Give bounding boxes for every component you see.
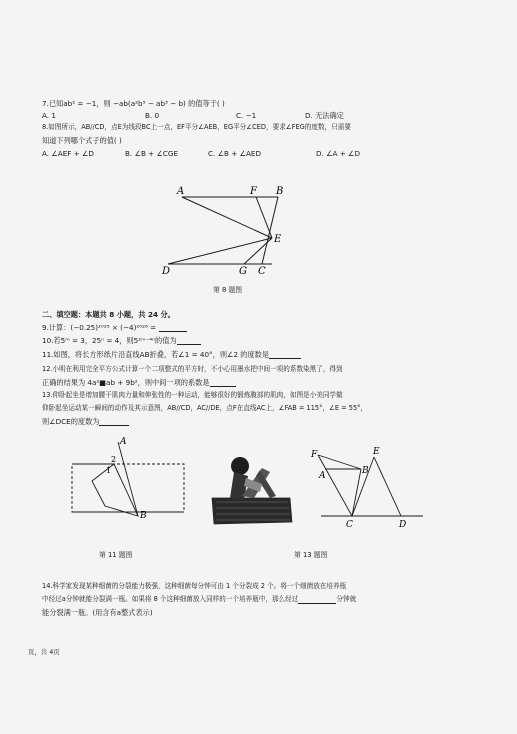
q13-answer-blank (99, 418, 129, 426)
q8-stem-line1: 8.如图所示，AB//CD，点E为线段BC上一点，EF平分∠AEB，EG平分∠CED，要求∠FEG的度数，只需要 (42, 123, 351, 131)
q9-text (42, 323, 187, 332)
fig13-label-f: F (311, 450, 318, 460)
q11-text-body: 11.如图，将长方形纸片沿直线AB折叠，若∠1 = 40°，则∠2 的度数是 (42, 350, 270, 359)
fig13-label-b: B (362, 466, 369, 476)
q14-line2-body: 中经过a分钟就能分裂满一瓶。如果将 8 个这种细菌放入同样的一个培养瓶中，那么经过 (42, 595, 299, 603)
fig11-caption: 第 11 题图 (99, 551, 133, 559)
q11-answer-blank (269, 351, 301, 359)
q9-answer-blank (159, 324, 187, 332)
fig13-label-a: A (319, 471, 326, 481)
q7-option-a: A. 1 (42, 111, 56, 120)
fig13-diagram (305, 440, 435, 530)
fig8-caption: 第 8 题图 (213, 286, 243, 294)
fig11-rectangle (72, 464, 184, 512)
q12-line1: 12.小明在利用完全平方公式计算一个二项整式的平方时，不小心用墨水把中间一项的系数染黑了，得到 (42, 365, 343, 373)
situp-head (231, 457, 249, 475)
fig11-label-1: 1 (106, 466, 112, 475)
fig13-label-d: D (399, 520, 407, 530)
q14-line1: 14.科学家发现某种细菌的分裂能力极强，这种细菌每分钟可由 1 个分裂成 2 个。将一个细菌放在培养瓶 (42, 582, 347, 590)
fig11-diagram (68, 436, 194, 531)
fig11-label-a: A (120, 437, 127, 447)
fig8-label-g: G (239, 266, 247, 277)
fig13-label-c: C (346, 520, 353, 530)
fig13-label-e: E (373, 447, 380, 457)
q13-line3 (42, 417, 129, 426)
fig13-line-bc (352, 469, 361, 516)
fig8-label-c: C (258, 266, 266, 277)
fig8-label-d: D (162, 266, 171, 277)
fig11-label-2: 2 (111, 455, 117, 464)
fig8-label-b: B (276, 186, 284, 197)
fig13-line-ed (374, 457, 401, 516)
q7-option-c: C. −1 (236, 111, 257, 120)
fig11-label-b: B (140, 511, 147, 521)
q13-line1: 13.仰卧起坐是增加腰干肌肉力量和伸张性的一种运动，能够很好的锻炼腹部的肌肉，如图是小美同学做 (42, 391, 343, 399)
fig8-label-e: E (274, 234, 282, 245)
q10-text (42, 336, 201, 345)
q7-option-d: D. 无法确定 (305, 111, 344, 120)
q10-text-body: 10.若5ᵐ = 3，25ⁿ = 4，则5²ᵐ⁻⁴ⁿ的值为 (42, 336, 177, 345)
page-footer: 页，共 4页 (28, 648, 60, 656)
q13-line3-body: 则∠DCE的度数为 (42, 417, 100, 426)
q7-option-b: B. 0 (145, 111, 160, 120)
q8-option-b: B. ∠B + ∠CGE (125, 149, 179, 158)
q14-line3: 能分裂满一瓶。(用含有a整式表示) (42, 608, 153, 617)
q10-answer-blank (177, 337, 201, 345)
fig8-line-bc (262, 197, 278, 264)
fig8-label-a: A (177, 186, 185, 197)
q8-stem-line2: 知道下列哪个式子的值( ) (42, 136, 122, 145)
section2-heading: 二、填空题：本题共 8 小题，共 24 分。 (42, 310, 175, 319)
q14-answer-blank (298, 596, 336, 604)
situp-photo (210, 448, 294, 526)
fig13-caption: 第 13 题图 (294, 551, 328, 559)
q8-option-d: D. ∠A + ∠D (316, 149, 361, 158)
q12-line2 (42, 378, 236, 387)
q14-line2-tail: 分钟就 (336, 595, 357, 603)
q12-answer-blank (210, 379, 236, 387)
fig8-diagram (150, 180, 300, 280)
q8-option-c: C. ∠B + ∠AED (208, 149, 261, 158)
q7-stem: 7.已知ab² = −1，则 −ab(a²b⁵ − ab³ − b) 的值等于( ) (42, 99, 225, 108)
fig8-line-de (168, 238, 272, 264)
q8-option-a: A. ∠AEF + ∠D (42, 149, 94, 158)
q13-line2: 仰卧起坐运动某一瞬间的动作及其示意图，AB//CD，AC//DE，点F在直线AC上，∠FAB = 115°，∠E = 55°， (42, 404, 368, 412)
q11-text (42, 350, 301, 359)
q9-text-body: 9.计算：(−0.25)²⁰²⁵ × (−4)²⁰²⁶ = (42, 323, 159, 332)
q14-line2 (42, 595, 356, 604)
fig8-label-f: F (250, 186, 257, 197)
q12-line2-body: 正确的结果为 4a²■ab + 9b²，则中间一项的系数是 (42, 378, 210, 387)
